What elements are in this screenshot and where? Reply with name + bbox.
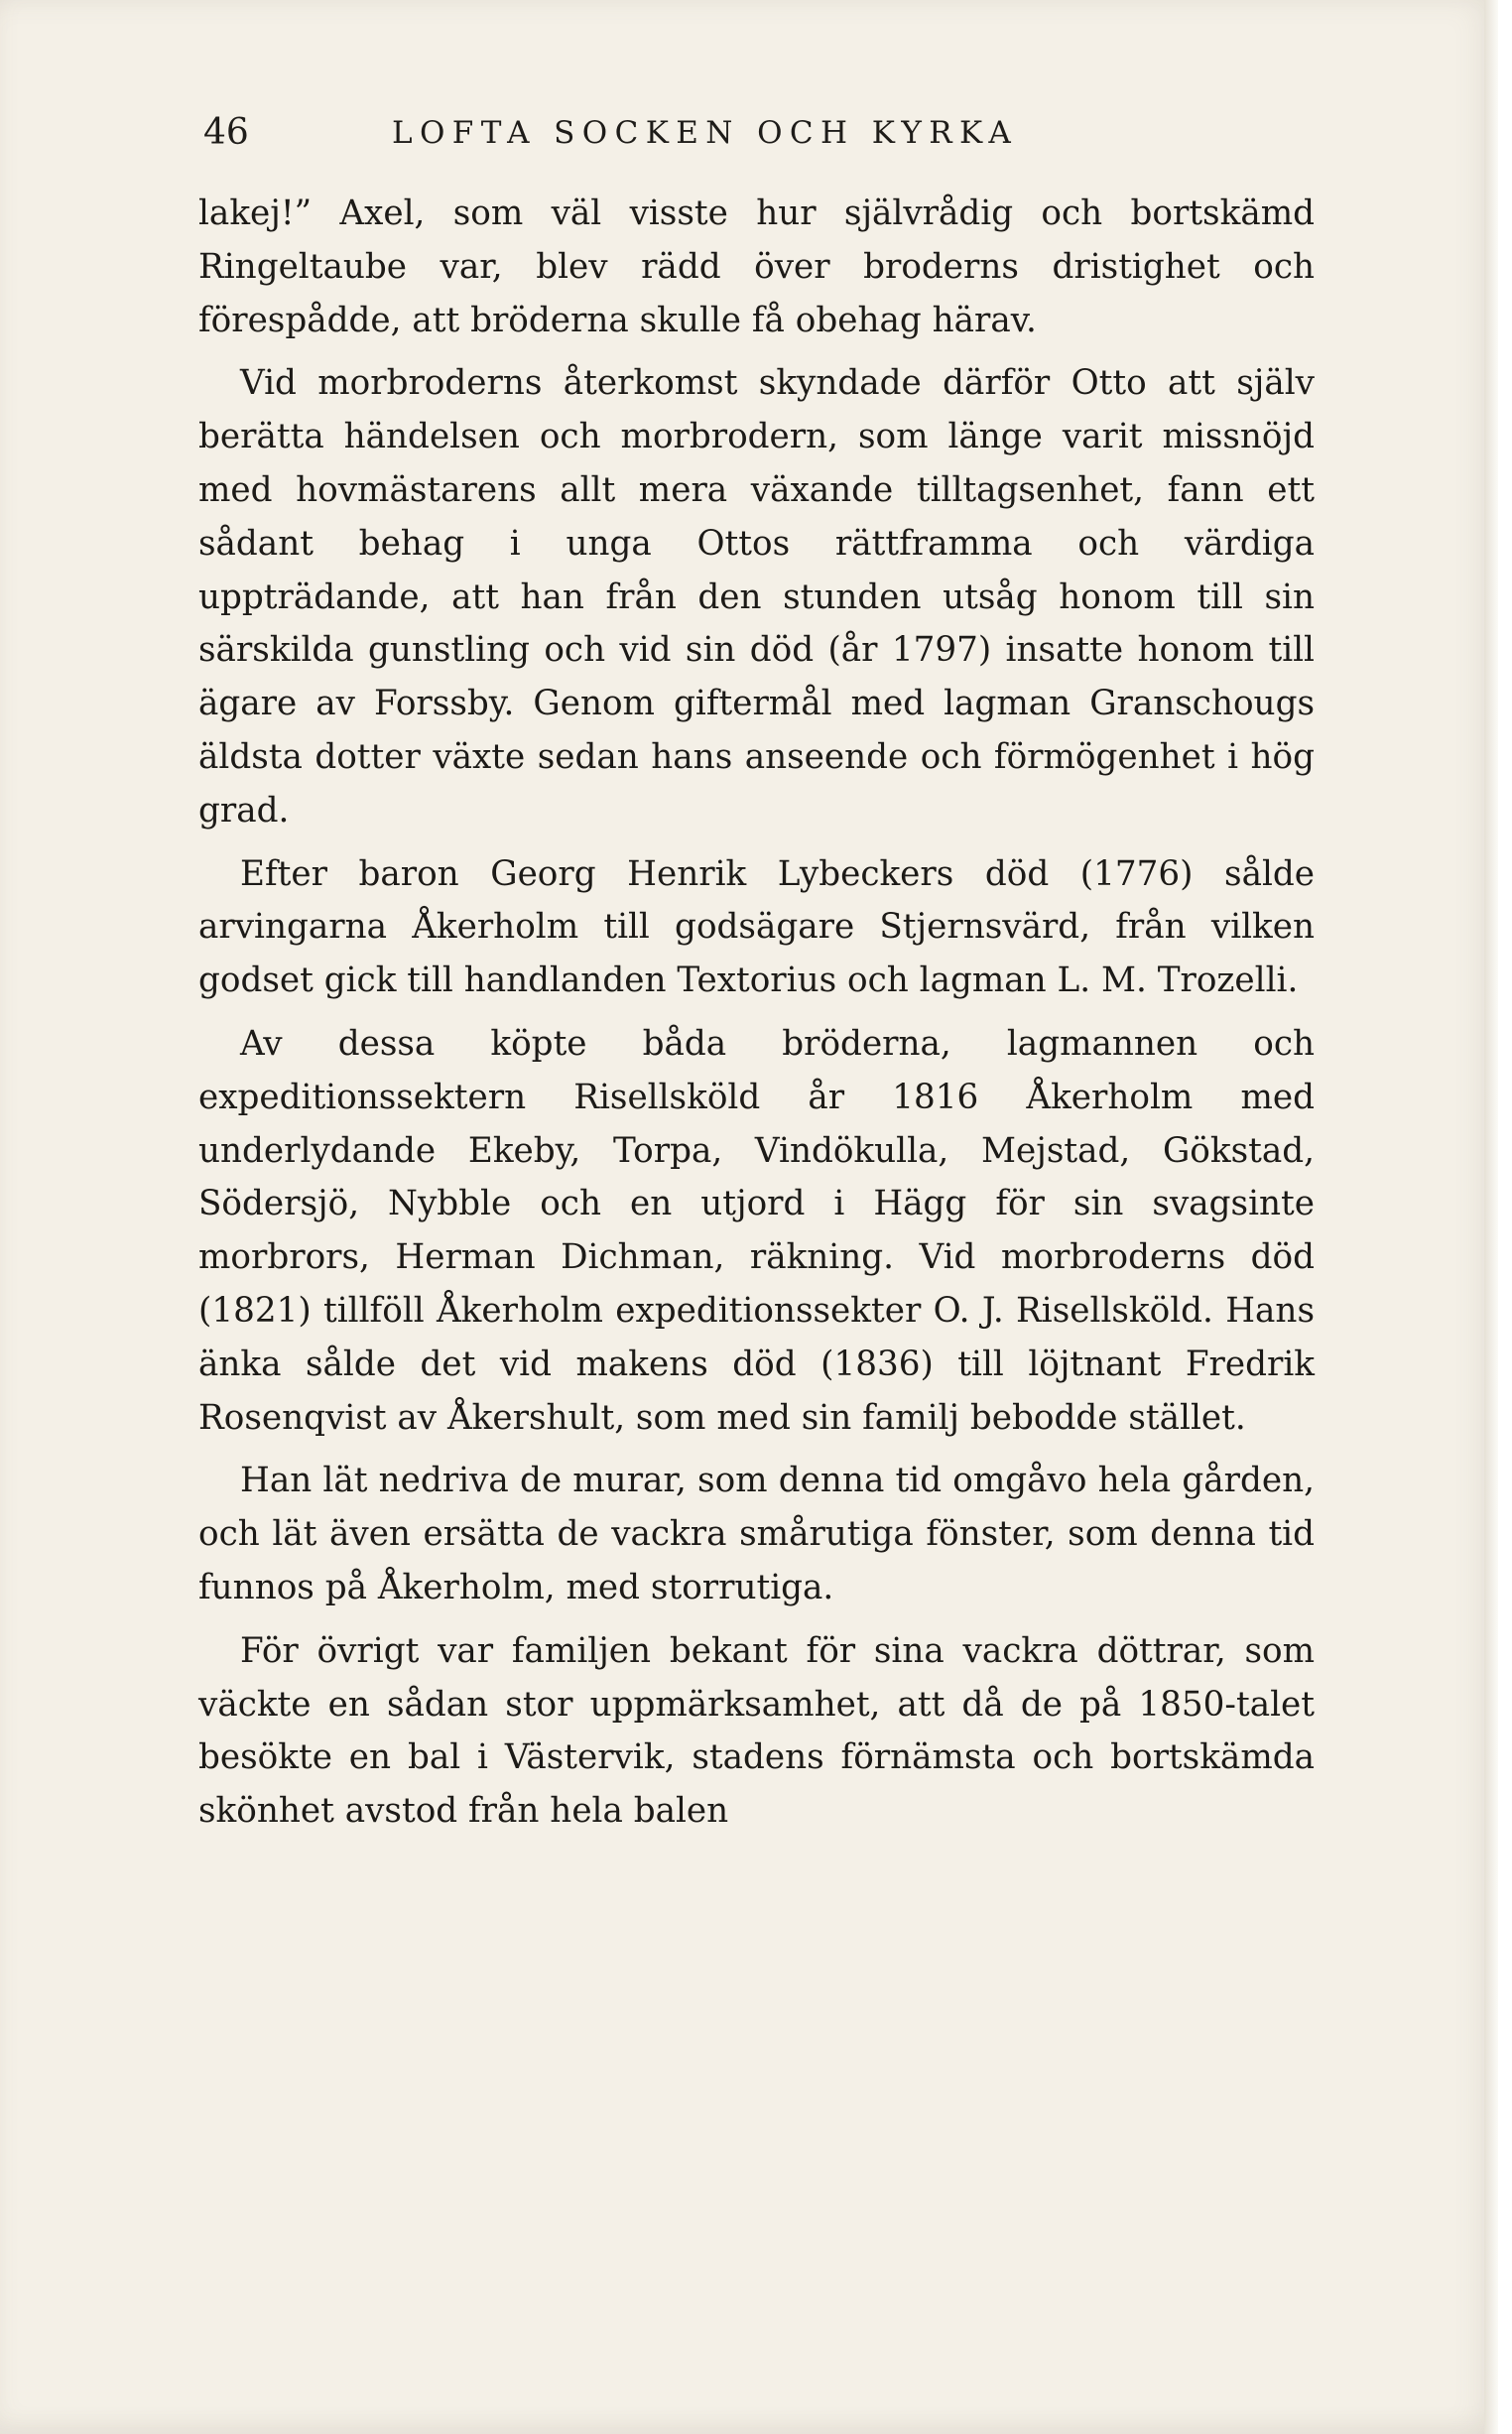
paragraph-daughters: För övrigt var familjen bekant för sina vackra döttrar, som väckte en sådan stor uppmärksamhet, att då de på 1850-talet besökte en bal i Västervik, stadens förnämsta och bortskämda skönhet avstod från hela balen: [198, 1630, 1315, 1832]
paragraph-lybecker-estate: Efter baron Georg Henrik Lybeckers död (1776) sålde arvingarna Åkerholm till godsägare Stjernsvärd, från vilken godset gick till handlanden Textorius och lagman L. M. Trozelli.: [198, 853, 1315, 1001]
paragraph-walls-windows: Han lät nedriva de murar, som denna tid omgåvo hela gården, och lät även ersätta de vackra smårutiga fönster, som denna tid funnos på Åkerholm, med storrutiga.: [198, 1461, 1315, 1607]
running-title: LOFTA SOCKEN OCH KYRKA: [392, 115, 1019, 151]
page-header: [203, 107, 1324, 159]
page-edge: [1484, 0, 1498, 2434]
paragraph-otto-inheritance: Vid morbroderns återkomst skyndade därför Otto att själv berätta händelsen och morbrodern, som länge varit missnöjd med hovmästarens allt mera växande tilltagsenhet, fann ett sådant behag i unga Ottos rättframma och värdiga uppträdande, att han från den stunden utsåg honom till sin särskilda gunstling och vid sin död (år 1797) insatte honom till ägare av Forssby. Genom giftermål med lagman Granschougs äldsta dotter växte sedan hans anseende och förmögenhet i hög grad.: [198, 363, 1315, 831]
paragraph-risellskold-purchase: Av dessa köpte båda bröderna, lagmannen och expeditionssektern Risellsköld år 1816 Åkerholm med underlydande Ekeby, Torpa, Vindökulla, Mejstad, Gökstad, Södersjö, Nybble och en utjord i Hägg för sin svagsinte morbrors, Herman Dichman, räkning. Vid morbroderns död (1821) tillföll Åkerholm expeditionssekter O. J. Risellsköld. Hans änka sålde det vid makens död (1836) till löjtnant Fredrik Rosenqvist av Åkershult, som med sin familj bebodde stället.: [198, 1023, 1315, 1438]
body-text: [198, 188, 1315, 1839]
page-number: 46: [203, 112, 249, 153]
paragraph-continuation: lakej!” Axel, som väl visste hur självrådig och bortskämd Ringeltaube var, blev rädd över broderns dristighet och förespådde, att bröderna skulle få obehag härav.: [198, 193, 1315, 340]
